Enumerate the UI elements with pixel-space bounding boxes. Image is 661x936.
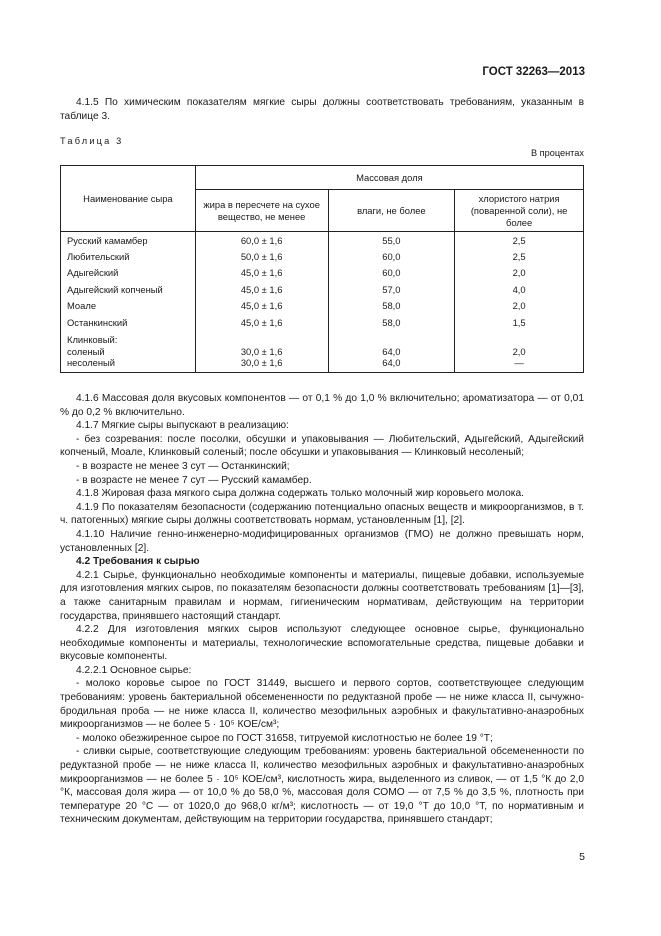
cell-moisture: 60,0 bbox=[328, 249, 455, 265]
cell-name: Любительский bbox=[61, 249, 196, 265]
cell-moisture: 58,0 bbox=[328, 298, 455, 314]
table-row bbox=[61, 249, 584, 265]
cell-fat: 45,0 ± 1,6 bbox=[195, 282, 328, 298]
cell-salt-salted: 2,0 bbox=[512, 345, 526, 357]
cell-salt: 1,5 bbox=[455, 314, 584, 330]
table-row bbox=[61, 232, 584, 249]
cell-moisture-unsalted: 64,0 bbox=[382, 357, 401, 369]
para-4-2-2: 4.2.2 Для изготовления мягких сыров используют следующее основное сырье, функционально необходимые компоненты и материалы, технологические вспомогательные средства, пищевые добавки и вкусовые компоненты. bbox=[60, 624, 584, 663]
doc-header: ГОСТ 32263—2013 bbox=[482, 66, 585, 78]
para-4-2-2-1-a: - молоко коровье сырое по ГОСТ 31449, высшего и первого сортов, соответствующее следующим требованиям: уровень бактериальной обсемененности по редуктазной пробе — не ниже класса II, сычужно-бродильная проба — не ниже класса II, количество мезофильных аэробных и факультативно-анаэробных микроорганизмов — не более 5 · 10⁵ КОЕ/см³; bbox=[60, 678, 584, 731]
cell-fat: 60,0 ± 1,6 bbox=[195, 232, 328, 249]
cell-salt: 2,0 bbox=[455, 298, 584, 314]
table-row bbox=[61, 314, 584, 330]
para-4-1-10: 4.1.10 Наличие генно-инженерно-модифицированных организмов (ГМО) не должно превышать норм, установленных [2]. bbox=[60, 528, 584, 554]
cell-salt: 2,5 bbox=[455, 232, 584, 249]
chemical-table bbox=[60, 165, 584, 373]
para-4-1-7-b: - в возрасте не менее 3 сут — Останкинский; bbox=[76, 460, 290, 472]
cell-name: Адыгейский копченый bbox=[61, 282, 196, 298]
main-text bbox=[60, 392, 584, 827]
intro-paragraph bbox=[60, 96, 584, 123]
cell-sub-unsalted: несоленый bbox=[67, 357, 116, 369]
cell-fat-salted: 30,0 ± 1,6 bbox=[240, 345, 283, 357]
cell-salt: 2,0 bbox=[455, 265, 584, 281]
cell-fat-unsalted: 30,0 ± 1,6 bbox=[240, 357, 283, 369]
para-4-1-9: 4.1.9 По показателям безопасности (содержанию потенциально опасных веществ и микроорганизмов, в т. ч. патогенных) мягкие сыры должны соответствовать нормам, установленным [1], [2]. bbox=[60, 501, 584, 527]
cell-fat: 50,0 ± 1,6 bbox=[195, 249, 328, 265]
para-4-1-7-c: - в возрасте не менее 7 сут — Русский камамбер. bbox=[76, 474, 312, 486]
cell-fat: 45,0 ± 1,6 bbox=[195, 265, 328, 281]
table-title: Таблица 3 bbox=[60, 136, 124, 146]
cell-moisture: 55,0 bbox=[328, 232, 455, 249]
cell-moisture-salted: 64,0 bbox=[382, 345, 401, 357]
table-row bbox=[61, 265, 584, 281]
cell-salt: 4,0 bbox=[455, 282, 584, 298]
para-4-2-2-1-b: - молоко обезжиренное сырое по ГОСТ 31658, титруемой кислотностью не более 19 °Т; bbox=[76, 732, 493, 744]
col-header-fat: жира в пересчете на сухое вещество, не менее bbox=[195, 190, 328, 232]
cell-salt-unsalted: — bbox=[514, 357, 524, 369]
para-4-2-1: 4.2.1 Сырье, функционально необходимые компоненты и материалы, пищевые добавки, используемые для изготовления мягких сыров, по показателям безопасности должны соответствовать требованиям [1]—[3], а также санитарным правилам и нормам, гигиеническим нормативам, действующим на территории государства, принявшего настоящий стандарт. bbox=[60, 569, 584, 622]
para-4-1-7: 4.1.7 Мягкие сыры выпускают в реализацию: bbox=[76, 420, 289, 432]
col-header-name: Наименование сыра bbox=[61, 166, 196, 232]
cell-sub-salted: соленый bbox=[67, 345, 105, 357]
cell-moisture: 57,0 bbox=[328, 282, 455, 298]
table-row bbox=[61, 298, 584, 314]
cell-fat: 45,0 ± 1,6 bbox=[195, 298, 328, 314]
cell-fat: 45,0 ± 1,6 bbox=[195, 314, 328, 330]
col-group-header: Массовая доля bbox=[195, 166, 583, 190]
cell-salt: 2,5 bbox=[455, 249, 584, 265]
cell-moisture: 58,0 bbox=[328, 314, 455, 330]
section-heading-4-2: 4.2 Требования к сырью bbox=[76, 556, 200, 568]
table-unit: В процентах bbox=[530, 148, 584, 158]
para-4-2-2-1-c: - сливки сырые, соответствующие следующим требованиям: уровень бактериальной обсемененности по редуктазной пробе — не ниже класса II, количество мезофильных аэробных и факультативно-анаэробных микроорганизмов — не более 5 · 10⁵ КОЕ/см³, кислотность жира, выделенного из сливок, — от 1,5 °К до 2,0 °К, массовая доля жира — от 10,0 % до 58,0 %, массовая доля СОМО — от 7,5 % до 3,5 %, плотность при температуре 20 °С — от 1020,0 до 968,0 кг/м³; кислотность — от 19,0 °Т до 10,0 °Т, по нормативным и техническим документам, действующим на территории государства, принявшего стандарт; bbox=[60, 746, 584, 826]
table-row bbox=[61, 282, 584, 298]
page-number: 5 bbox=[579, 851, 585, 863]
cell-name: Моале bbox=[61, 298, 196, 314]
cell-name: Русский камамбер bbox=[61, 232, 196, 249]
para-4-2-2-1: 4.2.2.1 Основное сырье: bbox=[76, 664, 192, 676]
cell-name: Адыгейский bbox=[61, 265, 196, 281]
cell-name-klin: Клинковый: bbox=[67, 333, 118, 345]
para-4-1-8: 4.1.8 Жировая фаза мягкого сыра должна содержать только молочный жир коровьего молока. bbox=[76, 488, 524, 500]
table-row-klinkovy bbox=[61, 331, 584, 373]
col-header-moisture: влаги, не более bbox=[328, 190, 455, 232]
cell-moisture: 60,0 bbox=[328, 265, 455, 281]
col-header-salt: хлористого натрия (поваренной соли), не более bbox=[455, 190, 584, 232]
cell-name: Останкинский bbox=[61, 314, 196, 330]
para-4-1-7-a: - без созревания: после посолки, обсушки и упаковывания — Любительский, Адыгейский, Адыгейский копченый, Моале, Клинковый соленый; после обсушки и упаковывания — Клинковый несоленый; bbox=[60, 433, 584, 459]
para-4-1-6: 4.1.6 Массовая доля вкусовых компонентов — от 0,1 % до 1,0 % включительно; ароматизатора — от 0,01 % до 0,2 % включительно. bbox=[60, 393, 584, 418]
para-4-1-5: 4.1.5 По химическим показателям мягкие сыры должны соответствовать требованиям, указанным в таблице 3. bbox=[60, 97, 584, 122]
